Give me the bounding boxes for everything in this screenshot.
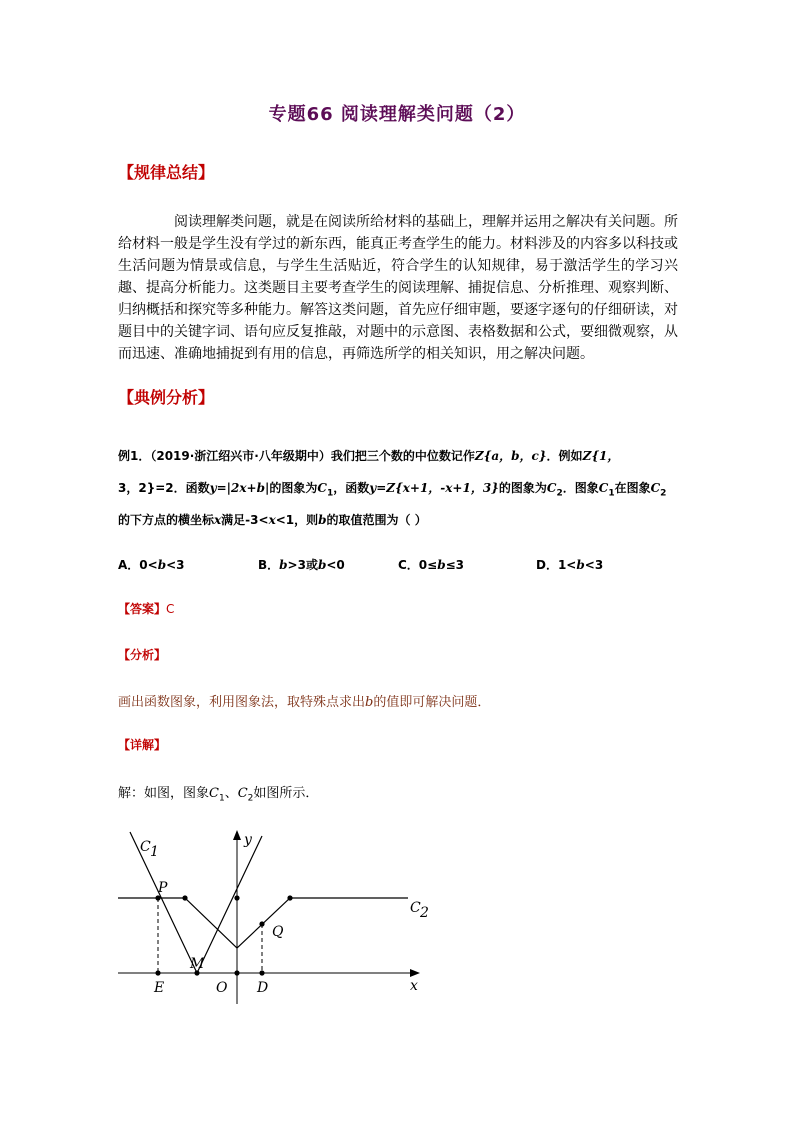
x-variable: x [214, 513, 222, 527]
subscript: 2 [247, 793, 254, 804]
section-heading-examples: 【典例分析】 [118, 388, 215, 407]
option-var: b [279, 558, 288, 572]
question-text: ．图象 [562, 481, 599, 495]
option-c[interactable] [398, 556, 464, 573]
solution-text-a: 解：如图，图象 [118, 786, 210, 801]
analysis-text [118, 691, 490, 710]
analysis-text-a: 画出函数图象，利用图象法，取特殊点求出 [118, 695, 366, 710]
label-p: P [158, 880, 168, 896]
function-2: y=Z{x+1，-x+1，3} [369, 481, 499, 495]
label-x: x [410, 978, 418, 994]
option-d[interactable] [536, 556, 603, 573]
label-e: E [154, 980, 165, 996]
option-rest: >3或 [287, 558, 318, 572]
x-axis-arrow [410, 969, 420, 977]
label-c2-sub: 2 [420, 905, 429, 921]
point-q [259, 921, 264, 926]
subscript: 1 [218, 793, 225, 804]
c2-label: C [650, 481, 661, 495]
option-label: C．0≤ [398, 558, 438, 572]
label-d: D [257, 980, 269, 996]
answer [118, 600, 174, 617]
option-var: b [576, 558, 585, 572]
point-e [155, 970, 160, 975]
function-graph [110, 826, 430, 1006]
option-rest: <3 [166, 558, 185, 572]
question-text: ，函数 [333, 481, 370, 495]
label-c2: C [410, 900, 421, 916]
option-rest: <3 [584, 558, 604, 572]
question-text: ．例如 [546, 449, 583, 463]
detail-label: 【详解】 [118, 738, 167, 752]
question-prefix: 例1．（2019·浙江绍兴市·八年级期中）我们把三个数的中位数记作 [118, 449, 475, 463]
c2-label: C [546, 481, 557, 495]
x-variable: x [268, 513, 276, 527]
question-text: 的图象为 [498, 481, 547, 495]
c1-label: C [598, 481, 609, 495]
question-text: 在图象 [614, 481, 651, 495]
label-q: Q [272, 924, 284, 940]
y-axis-arrow [233, 830, 241, 840]
question-text: 的图象为 [269, 481, 318, 495]
page-title: 专题66 阅读理解类问题（2） [268, 104, 526, 125]
question-text: 的下方点的横坐标 [118, 513, 215, 527]
label-c1-sub: 1 [150, 844, 159, 860]
point-d [259, 970, 264, 975]
summary-paragraph: 阅读理解类问题，就是在阅读所给材料的基础上，理解并运用之解决有关问题。所给材料一般是学生没有学过的新东西，能真正考查学生的能力。材料涉及的内容多以科技或生活问题为情景或信息，与学生生活贴近，符合学生的认知规律，易于激活学生的学习兴趣、提高分析能力。这类题目主要考查学生的阅读理解、捕捉信息、分析推理、观察判断、归纳概括和探究等多种能力。解答这类问题，首先应仔细审题，要逐字逐句的仔细研读，对题目中的关键字词、语句应反复推敲，对题中的示意图、表格数据和公式，要细微观察，从而迅速、准确地捕捉到有用的信息，再筛选所学的相关知识，用之解决问题。 [118, 214, 678, 362]
answer-label: 【答案】 [118, 602, 167, 616]
c-label: C [237, 786, 248, 801]
option-var: b [317, 558, 327, 572]
question-text: <1，则 [275, 513, 319, 527]
analysis-text-b: 的值即可解决问题． [373, 695, 491, 710]
option-a[interactable] [118, 556, 185, 573]
option-rest: ≤3 [445, 558, 465, 572]
c1-subscript: 1 [608, 488, 615, 499]
option-b[interactable] [258, 556, 345, 573]
median-notation: Z{a，b，c} [474, 449, 547, 463]
section-heading-summary: 【规律总结】 [118, 163, 215, 182]
analysis-label: 【分析】 [118, 648, 167, 662]
question-line-3 [118, 511, 688, 529]
question-line-1 [118, 447, 688, 465]
label-y: y [244, 832, 252, 848]
solution-text [118, 782, 318, 804]
option-var: b [437, 558, 446, 572]
label-m: M [190, 956, 205, 972]
option-var: b [157, 558, 167, 572]
question-line-2 [118, 479, 688, 502]
c1-subscript: 1 [326, 488, 334, 499]
option-label: B． [258, 558, 280, 572]
question-text: 满足-3< [221, 513, 269, 527]
point-p [155, 895, 160, 900]
b-variable: b [318, 513, 327, 527]
point-y-intercept-c1 [234, 895, 239, 900]
option-label: D．1< [536, 558, 577, 572]
c1-label: C [317, 481, 327, 495]
option-rest: <0 [326, 558, 345, 572]
c2-subscript: 2 [660, 488, 667, 499]
separator: 、 [224, 786, 238, 801]
example-expression: Z{1， [582, 449, 620, 463]
label-c1: C [140, 839, 151, 855]
point-turn-left [182, 895, 187, 900]
question-text: 3，2}=2．函数 [118, 481, 210, 495]
point-o [234, 970, 239, 975]
solution-text-b: 如图所示． [253, 786, 319, 801]
answer-value: C [166, 602, 175, 616]
label-o: O [216, 980, 228, 996]
option-label: A．0< [118, 558, 158, 572]
c-label: C [209, 786, 219, 801]
function-1: y=|2x+b| [209, 481, 270, 495]
b-variable: b [365, 695, 374, 710]
c2-subscript: 2 [556, 488, 563, 499]
question-end: 的取值范围为（ ） [326, 513, 427, 527]
point-turn-right [287, 895, 292, 900]
